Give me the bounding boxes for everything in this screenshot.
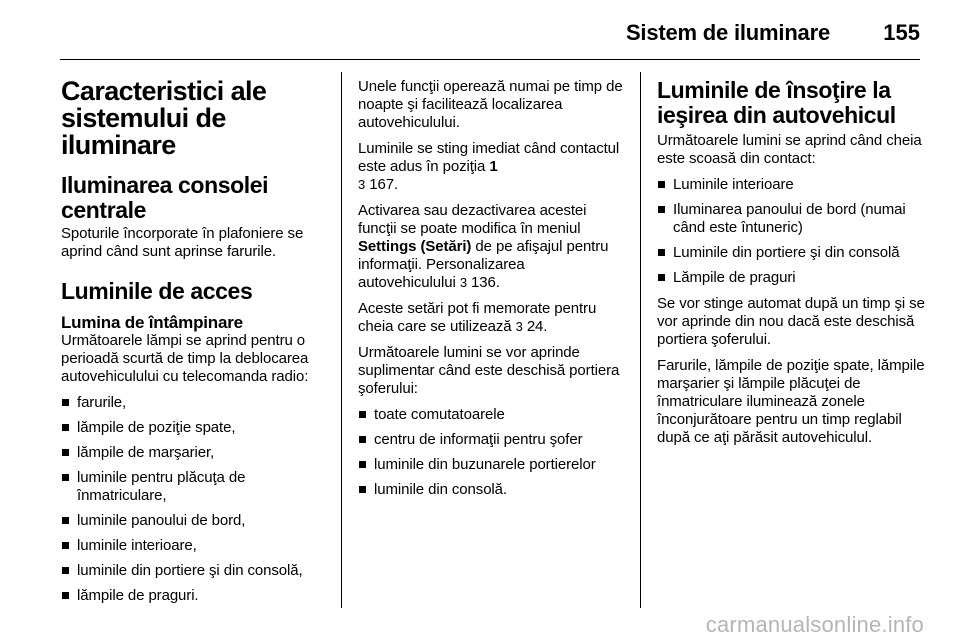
heading-access-lights: Luminile de acces [61, 278, 253, 304]
list-item: lămpile de praguri. [61, 587, 329, 605]
list-item: centru de informaţii pentru şofer [358, 431, 626, 449]
paragraph-settings: Activarea sau dezactivarea acestei funcţii se poate modifica în meniul Settings (Setări) de pe afişajul pentru informaţii. Personalizarea autovehiculului 3 136. [358, 202, 609, 291]
heading-exit-lights: Luminile de însoţire la ieşirea din autovehicul [657, 77, 896, 128]
bullet-icon [62, 449, 69, 456]
bullet-icon [359, 436, 366, 443]
list-item: Lămpile de praguri [657, 269, 925, 287]
list-item: luminile din buzunarele portierelor [358, 456, 626, 474]
paragraph-auto-off: Se vor stinge automat după un timp şi se vor aprinde din nou dacă este deschisă portiera şoferului. [657, 295, 925, 348]
page-number: 155 [883, 20, 920, 45]
column-divider [640, 72, 641, 608]
list-item: luminile panoului de bord, [61, 512, 329, 530]
bullet-icon [658, 274, 665, 281]
heading-console-lighting: Iluminarea consolei centrale [61, 172, 269, 223]
list-item: luminile din portiere şi din consolă, [61, 562, 329, 580]
column-divider [341, 72, 342, 608]
page-reference-icon: 3 [459, 275, 467, 290]
column-2 [358, 78, 626, 507]
list-item: Luminile interioare [657, 176, 925, 194]
page-header [60, 0, 920, 60]
watermark: carmanualsonline.info [705, 612, 924, 637]
list-item: luminile din consolă. [358, 481, 626, 499]
bullet-icon [62, 399, 69, 406]
list-item: luminile interioare, [61, 537, 329, 555]
page-reference[interactable]: 24. [526, 318, 548, 335]
bullet-icon [359, 461, 366, 468]
page-reference[interactable]: 136. [471, 274, 500, 291]
bullet-icon [359, 486, 366, 493]
bullet-icon [359, 411, 366, 418]
bullet-icon [62, 567, 69, 574]
page-reference-icon: 3 [358, 177, 366, 192]
welcome-lights-list [61, 394, 329, 605]
bullet-icon [62, 424, 69, 431]
paragraph-night-functions: Unele funcţii operează numai pe timp de noapte şi facilitează localizarea autovehiculului. [358, 78, 623, 131]
page-reference-icon: 3 [515, 319, 523, 334]
page-reference[interactable]: 167. [369, 176, 399, 193]
list-item: lămpile de marşarier, [61, 444, 329, 462]
bullet-icon [62, 592, 69, 599]
paragraph-memory: Aceste setări pot fi memorate pentru cheia care se utilizează 3 24. [358, 300, 597, 335]
bullet-icon [658, 181, 665, 188]
exit-lights-list [657, 176, 925, 287]
heading-welcome-light: Lumina de întâmpinare [61, 313, 243, 332]
bullet-icon [62, 542, 69, 549]
paragraph-console: Spoturile încorporate în plafoniere se aprind când sunt aprinse farurile. [61, 225, 304, 260]
main-heading: Caracteristici ale sistemului de iluminare [61, 76, 267, 160]
driver-door-lights-list [358, 406, 626, 499]
bullet-icon [658, 206, 665, 213]
column-1 [61, 78, 329, 613]
list-item: luminile pentru plăcuţa de înmatriculare, [61, 469, 329, 505]
list-item: Iluminarea panoului de bord (numai când este întuneric) [657, 201, 925, 237]
section-title: Sistem de iluminare [625, 20, 830, 45]
paragraph-exit-intro: Următoarele lumini se aprind când cheia este scoasă din contact: [657, 132, 922, 167]
paragraph-driver-door: Următoarele lumini se vor aprinde suplimentar când este deschisă portiera şoferului: [358, 344, 620, 397]
list-item: farurile, [61, 394, 329, 412]
paragraph-ignition: Luminile se sting imediat când contactul este adus în poziţia 1 3 167. [358, 140, 620, 193]
list-item: Luminile din portiere şi din consolă [657, 244, 925, 262]
list-item: lămpile de poziţie spate, [61, 419, 329, 437]
bullet-icon [62, 517, 69, 524]
paragraph-surroundings: Farurile, lămpile de poziţie spate, lămpile marşarier şi lămpile plăcuţei de înmatriculare iluminează zonele înconjurătoare pentru un timp reglabil după ce aţi părăsit autovehiculul. [657, 357, 925, 446]
bullet-icon [658, 249, 665, 256]
column-3 [657, 78, 925, 455]
list-item: toate comutatoarele [358, 406, 626, 424]
paragraph-welcome: Următoarele lămpi se aprind pentru o perioadă scurtă de timp la deblocarea autovehiculului cu telecomanda radio: [61, 332, 309, 385]
bullet-icon [62, 474, 69, 481]
